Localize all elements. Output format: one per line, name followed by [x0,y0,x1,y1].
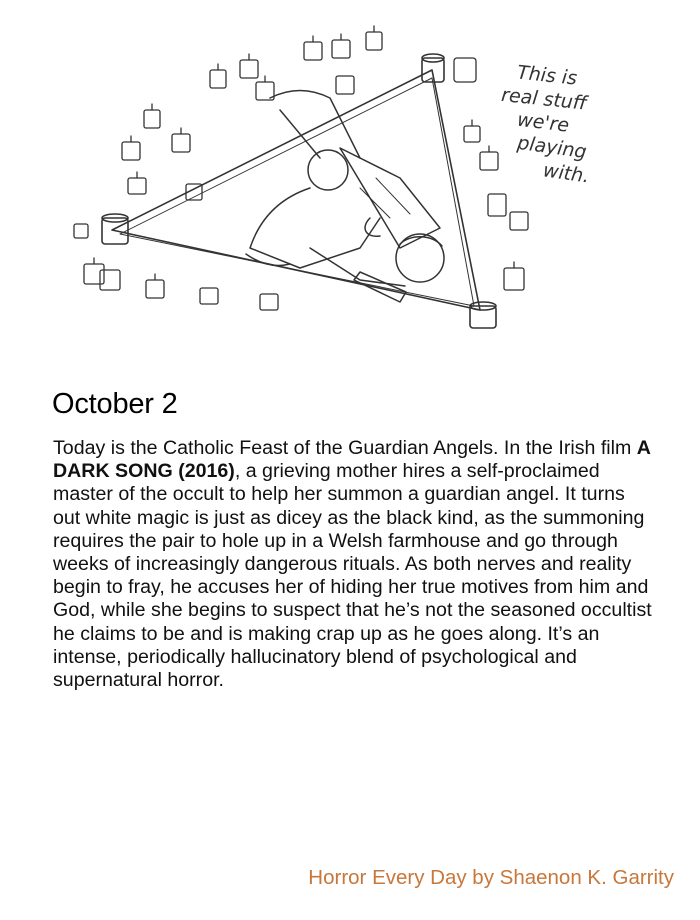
handwritten-note-line: This is [516,61,579,90]
handwritten-note-line: with. [541,159,591,188]
figures-sketch [246,91,444,303]
author-credit: Horror Every Day by Shaenon K. Garrity [308,866,674,889]
ritual-triangle [112,70,480,310]
entry-date-heading: October 2 [52,388,178,420]
handwritten-note-line: playing [515,131,588,164]
handwritten-note [495,61,645,188]
handwritten-note-line: real stuff [500,83,588,115]
film-title: A DARK SONG (2016) [53,437,651,483]
body-text-start: Today is the Catholic Feast of the Guardian Angels. In the Irish film [53,437,637,459]
entry-body-text [53,437,653,692]
handwritten-note-line: we're [516,108,571,137]
body-text-rest: , a grieving mother hires a self-proclaimed master of the occult to help her summon a guardian angel. It turns out white magic is just as dicey as the black kind, as the summoning requires the pair to hole up in a Welsh farmhouse and go through weeks of increasingly dangerous rituals. As both nerves and reality begin to fray, he accuses her of hiding her true motives from him and God, while she begins to suspect that he’s not the seasoned occultist he claims to be and is making crap up as he goes along. It’s an intense, periodically hallucinatory blend of psychological and supernatural horror. [53,460,652,692]
